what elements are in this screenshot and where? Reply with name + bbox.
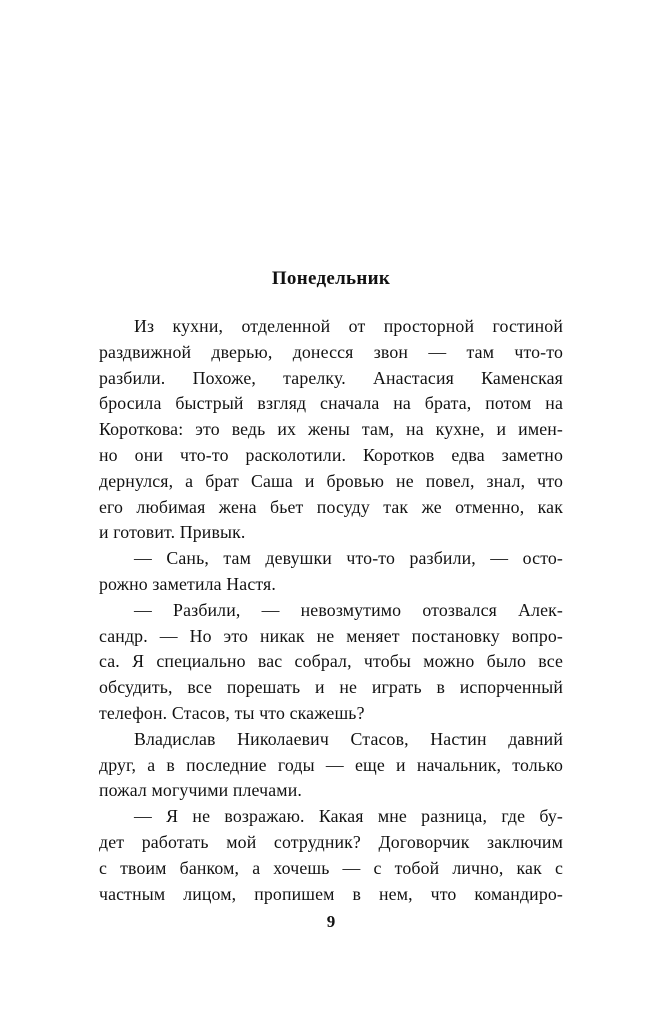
text-line: и готовит. Привык. xyxy=(99,522,246,543)
text-line: дернулся, а брат Саша и бровью не повел, знал, что xyxy=(99,470,563,491)
text-line: пожал могучими плечами. xyxy=(99,780,302,801)
text-line: Из кухни, отделенной от просторной гостиной xyxy=(134,316,563,336)
text-line: Короткова: это ведь их жены там, на кухне, и имен- xyxy=(99,419,563,440)
text-line: но они что-то расколотили. Коротков едва заметно xyxy=(99,444,563,465)
text-line: частным лицом, пропишем в нем, что командиро- xyxy=(99,883,563,904)
text-line: с твоим банком, а хочешь — с тобой лично, как с xyxy=(99,857,563,878)
text-line: бросила быстрый взгляд сначала на брата, потом на xyxy=(99,393,563,414)
text-line: его любимая жена бьет посуду так же отменно, как xyxy=(99,496,563,517)
page-text xyxy=(99,314,563,907)
text-line: рожно заметила Настя. xyxy=(99,573,276,594)
text-line: Владислав Николаевич Стасов, Настин давний xyxy=(134,728,563,749)
text-line: обсудить, все порешать и не играть в испорченный xyxy=(99,677,563,698)
text-line: — Я не возражаю. Какая мне разница, где бу- xyxy=(134,806,563,827)
text-line: дет работать мой сотрудник? Договорчик заключим xyxy=(99,831,563,852)
text-line: сандр. — Но это никак не меняет постановку вопро- xyxy=(99,625,563,646)
text-line: — Сань, там девушки что-то разбили, — осто- xyxy=(134,548,563,569)
text-line: телефон. Стасов, ты что скажешь? xyxy=(99,702,365,723)
text-line: разбили. Похоже, тарелку. Анастасия Каменская xyxy=(99,367,563,388)
text-line: друг, а в последние годы — еще и начальник, только xyxy=(99,754,563,775)
text-line: — Разбили, — невозмутимо отозвался Алек- xyxy=(134,599,563,620)
page-number: 9 xyxy=(326,912,336,931)
chapter-title: Понедельник xyxy=(271,268,391,289)
text-line: раздвижной дверью, донесся звон — там что-то xyxy=(99,341,563,362)
text-line: са. Я специально вас собрал, чтобы можно было все xyxy=(99,651,563,672)
